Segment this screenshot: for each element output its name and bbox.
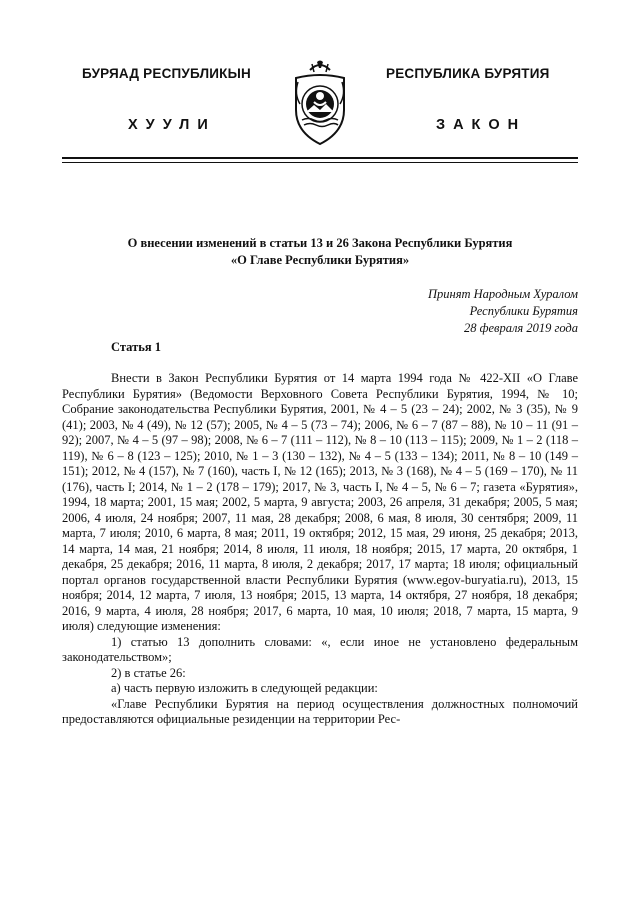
law-title [62,235,578,269]
adoption-line-2: Республики Бурятия [469,304,578,318]
coat-of-arms-emblem-icon [288,60,352,146]
adoption-note [428,286,578,337]
article-body [62,371,578,728]
paragraph: «Главе Республики Бурятия на период осуществления должностных полномочий предоставляются официальные резиденции на территории Рес- [62,696,578,726]
header-divider-thin [62,162,578,163]
law-title-line-1: О внесении изменений в статьи 13 и 26 Закона Республики Бурятия [127,236,513,250]
header-right-title: РЕСПУБЛИКА БУРЯТИЯ [386,66,550,81]
header-right-doc-type: ЗАКОН [436,117,527,133]
adoption-date: 28 февраля 2019 года [463,321,578,335]
paragraph: а) часть первую изложить в следующей редакции: [111,681,378,695]
article-heading: Статья 1 [111,340,161,354]
header-left-title: БУРЯАД РЕСПУБЛИКЫН [82,66,251,81]
law-title-line-2: «О Главе Республики Бурятия» [230,253,410,267]
header-divider-thick [62,157,578,159]
header-left-doc-type: ХУУЛИ [128,117,216,133]
paragraph: 2) в статье 26: [111,665,186,680]
paragraph: Внести в Закон Республики Бурятия от 14 марта 1994 года № 422-XII «О Главе Республики Бурятия» (Ведомости Верховного Совета Республики Бурятия, 1994, № 10; Собрание законодательства Республики Бурятия, 2001, № 4 – 5 (23 – 24); 2002, № 3 (35), № 9 (41); 2003, № 4 (49), № 12 (57); 2005, № 4 – 5 (73 – 74); 2006, № 6 – 7 (87 – 88), № 10 – 11 (91 – 92); 2007, № 4 – 5 (97 – 98); 2008, № 6 – 7 (111 – 112), № 8 – 10 (113 – 115); 2009, № 1 – 2 (118 – 119), № 6 – 8 (123 – 125); 2010, № 1 – 3 (130 – 132), № 4 – 5 (133 – 134); 2011, № 8 – 10 (149 – 151); 2012, № 4 (157), № 7 (160), часть I, № 12 (165); 2013, № 3 (168), № 4 – 5 (169 – 170), № 11 (176), часть I; 2014, № 1 – 2 (178 – 179); 2017, № 3, часть I, № 4 – 5, № 6 – 7; газета «Бурятия», 1994, 18 марта; 2001, 15 мая; 2002, 5 марта, 9 августа; 2003, 26 апреля, 31 декабря; 2005, 5 мая; 2006, 4 июля, 24 ноября; 2007, 11 мая, 28 декабря; 2008, 6 мая, 8 июля, 30 сентября; 2009, 11 марта, 7 июля; 2010, 6 марта, 8 мая; 2011, 19 октября; 2012, 15 мая, 29 июня, 25 декабря; 2013, 14 марта, 14 мая, 21 ноября; 2014, 8 июля, 11 июля, 18 ноября; 2015, 17 марта, 20 октября, 1 декабря, 25 декабря; 2016, 11 марта, 8 июля, 2 декабря; 2017, 17 марта; 18 июля; официальный портал органов государственной власти Республики Бурятия (www.egov-buryatia.ru), 2013, 15 ноября; 2014, 12 марта, 7 июля, 13 ноября; 2015, 13 марта, 14 октября, 27 ноября, 18 декабря; 2016, 9 марта, 4 июля, 28 ноября; 2017, 6 марта, 10 мая, 10 июля; 2018, 7 марта, 15 марта, 9 июля) следующие изменения: [62,371,578,633]
paragraph: 1) статью 13 дополнить словами: «, если иное не установлено федеральным законодательством»; [62,634,578,664]
adoption-line-1: Принят Народным Хуралом [427,287,578,301]
